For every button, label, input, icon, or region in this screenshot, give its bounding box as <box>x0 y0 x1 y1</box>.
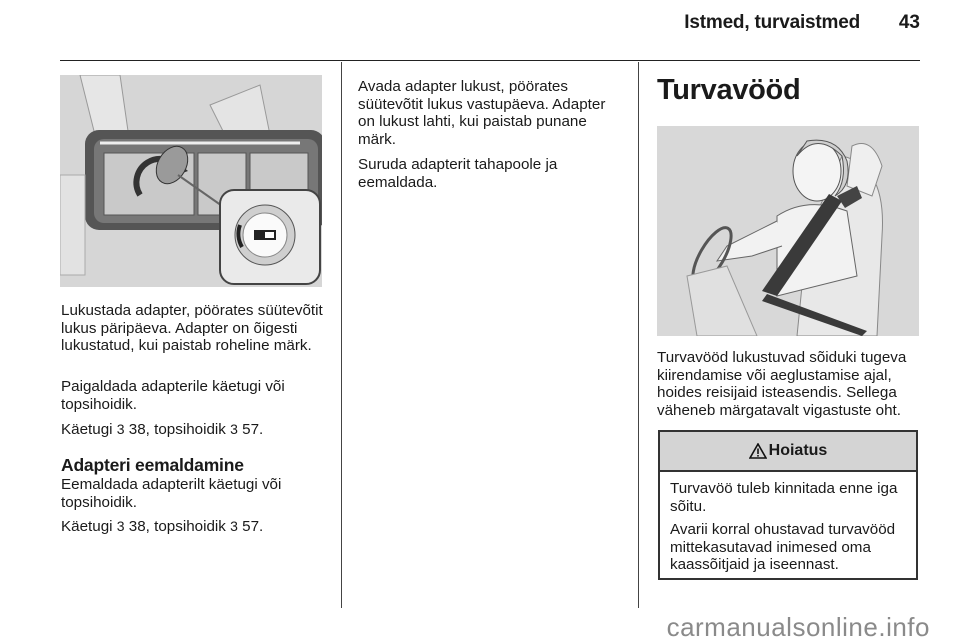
adapter-illustration <box>60 75 322 287</box>
warning-para-2: Avarii korral ohustavad turvavööd mittekasutavad inimesed oma kaassõitjaid ja iseennast. <box>670 521 896 573</box>
column-divider-right <box>638 62 639 608</box>
page-ref-icon: 3 <box>116 518 125 534</box>
ref-label: Käetugi <box>61 421 113 438</box>
ref-page: 57. <box>242 421 264 438</box>
right-para-1: Turvavööd lukustuvad sõiduki tugeva kiirendamise või aeglustamise ajal, hoides reisijaid isteasendis. Sellega väheneb märgatavalt vigastuste oht. <box>657 349 907 419</box>
page-ref-icon: 3 <box>230 518 238 534</box>
page-number: 43 <box>898 12 920 33</box>
left-para-1: Lukustada adapter, pöörates süütevõtit lukus päripäeva. Adapter on õigesti lukustatud, kui paistab roheline märk. <box>61 302 323 354</box>
left-para-3: Eemaldada adapterilt käetugi või topsihoidik. <box>61 476 282 511</box>
watermark: carmanualsonline.info <box>666 612 930 642</box>
left-ref-1 <box>61 421 323 439</box>
left-para-2: Paigaldada adapterile käetugi või topsihoidik. <box>61 378 285 413</box>
page-header-title: Istmed, turvaistmed <box>684 12 860 33</box>
header-rule <box>60 60 920 61</box>
warning-body <box>660 472 916 574</box>
left-ref-2 <box>61 518 323 536</box>
page-ref-icon: 3 <box>230 421 238 437</box>
section-heading-seatbelts: Turvavööd <box>657 74 801 106</box>
column-divider-left <box>341 62 342 608</box>
seatbelt-illustration <box>657 126 919 336</box>
ref-label: Käetugi <box>61 518 113 535</box>
warning-box <box>658 430 918 580</box>
adapter-figure <box>60 75 322 287</box>
page-ref-icon: 3 <box>116 421 125 437</box>
warning-title: Hoiatus <box>768 442 828 459</box>
section-heading-adapter-removal: Adapteri eemaldamine <box>61 455 244 475</box>
middle-para-2: Suruda adapterit tahapoole ja eemaldada. <box>358 156 558 191</box>
seatbelt-figure <box>657 126 919 336</box>
ref-pages: 38, topsihoidik <box>128 518 226 535</box>
warning-triangle-icon <box>749 443 767 459</box>
warning-para-1: Turvavöö tuleb kinnitada enne iga sõitu. <box>670 480 898 515</box>
ref-pages: 38, topsihoidik <box>128 421 226 438</box>
ref-page: 57. <box>242 518 264 535</box>
warning-header <box>660 432 916 472</box>
middle-para-1: Avada adapter lukust, pöörates süütevõtit lukus vastupäeva. Adapter on lukust lahti, kui paistab punane märk. <box>358 78 606 148</box>
